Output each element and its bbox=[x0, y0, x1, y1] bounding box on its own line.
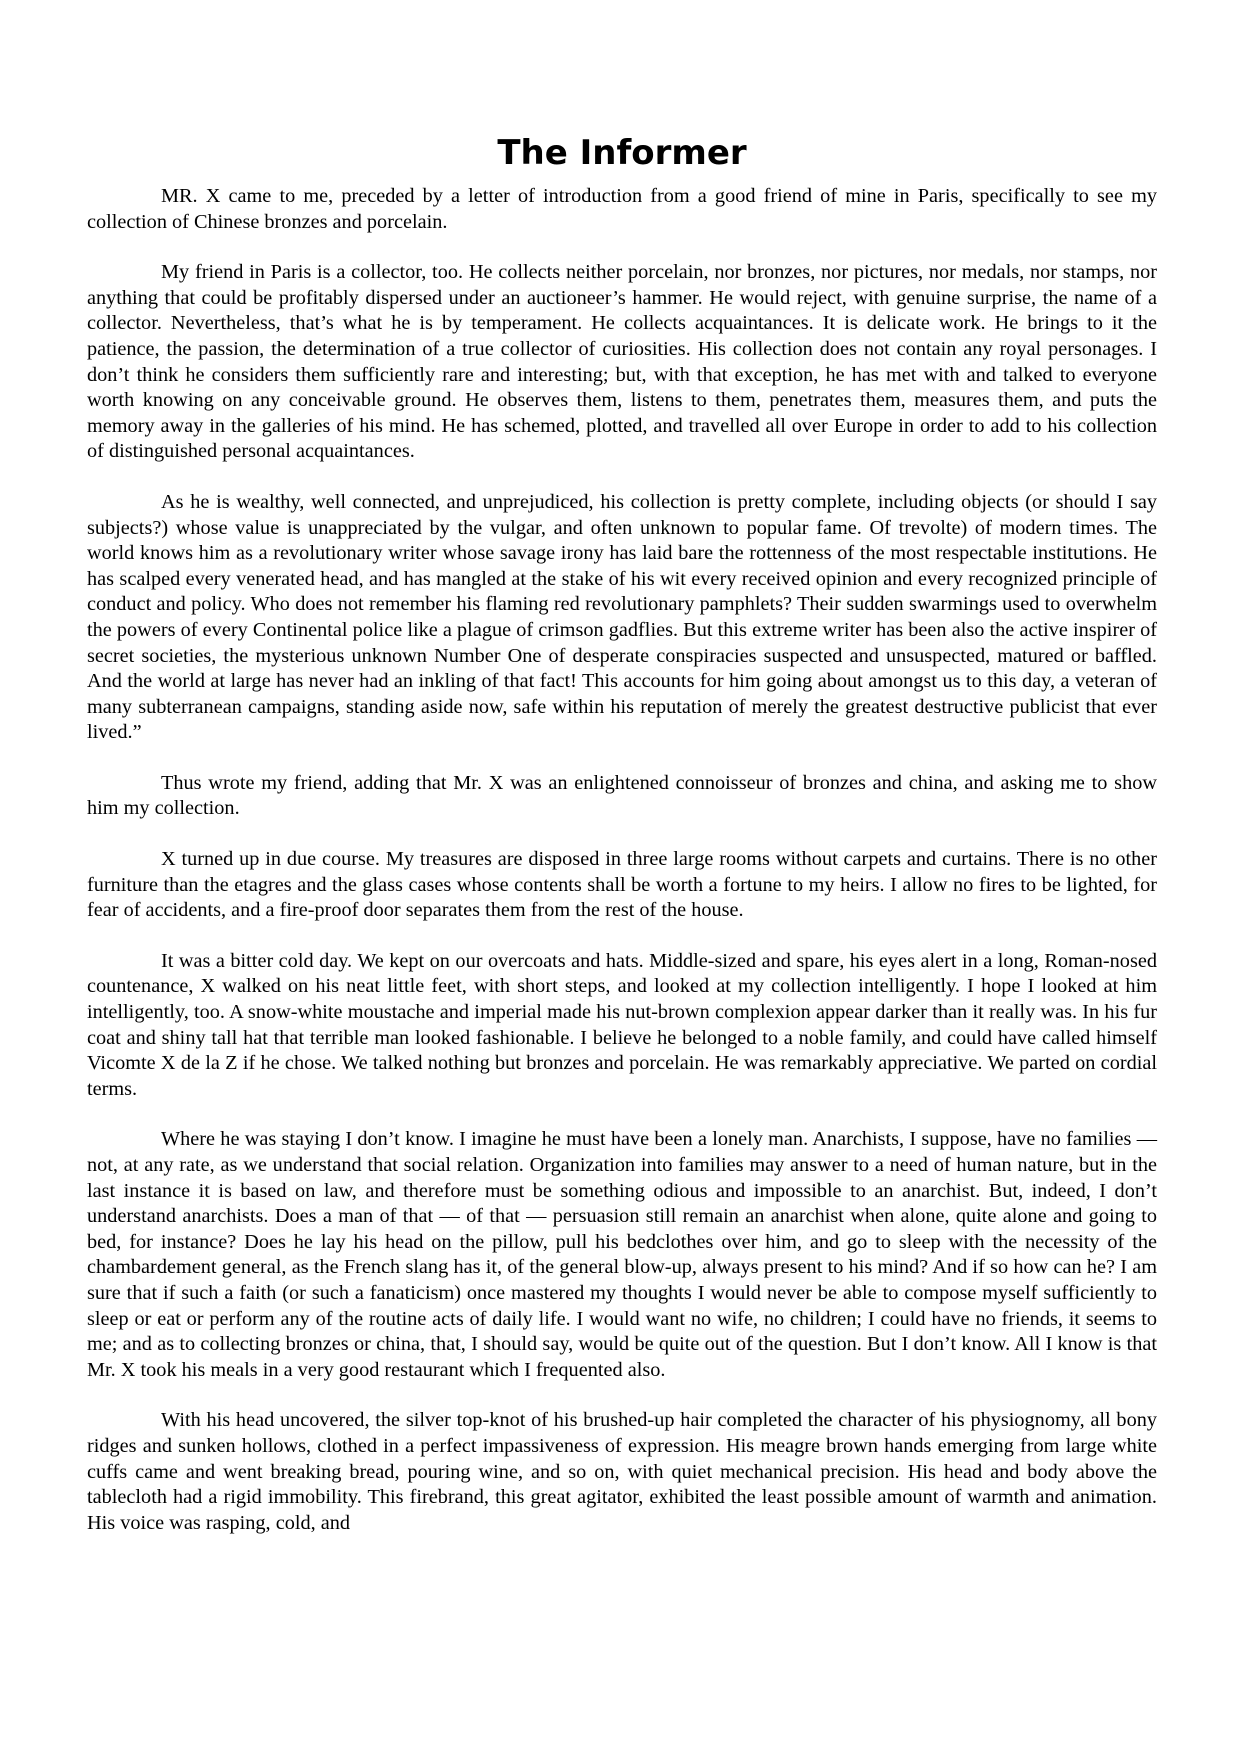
page-title: The Informer bbox=[497, 133, 747, 173]
paragraph-7: Where he was staying I don’t know. I imagine he must have been a lonely man. Anarchists, I suppose, have no families — not, at any rate, as we understand that social relation. Organization into families may answer to a need of human nature, but in the last instance it is based on law, and therefore must be something odious and impossible to an anarchist. But, indeed, I don’t understand anarchists. Does a man of that — of that — persuasion still remain an anarchist when alone, quite alone and going to bed, for instance? Does he lay his head on the pillow, pull his bedclothes over him, and go to sleep with the necessity of the chambardement general, as the French slang has it, of the general blow-up, always present to his mind? And if so how can he? I am sure that if such a faith (or such a fanaticism) once mastered my thoughts I would never be able to compose myself sufficiently to sleep or eat or perform any of the routine acts of daily life. I would want no wife, no children; I could have no friends, it seems to me; and as to collecting bronzes or china, that, I should say, would be quite out of the question. But I don’t know. All I know is that Mr. X took his meals in a very good restaurant which I frequented also. bbox=[87, 1128, 1157, 1381]
paragraph-8: With his head uncovered, the silver top-knot of his brushed-up hair completed the character of his physiognomy, all bony ridges and sunken hollows, clothed in a perfect impassiveness of expression. His meagre brown hands emerging from large white cuffs came and went breaking bread, pouring wine, and so on, with quiet mechanical precision. His head and body above the tablecloth had a rigid immobility. This firebrand, this great agitator, exhibited the least possible amount of warmth and animation. His voice was rasping, cold, and bbox=[87, 1409, 1157, 1534]
document-page bbox=[87, 133, 1157, 1536]
paragraph-4: Thus wrote my friend, adding that Mr. X was an enlightened connoisseur of bronzes and china, and asking me to show him my collection. bbox=[87, 771, 1157, 820]
paragraph-1: MR. X came to me, preceded by a letter of introduction from a good friend of mine in Paris, specifically to see my collection of Chinese bronzes and porcelain. bbox=[87, 185, 1157, 233]
paragraph-6: It was a bitter cold day. We kept on our overcoats and hats. Middle-sized and spare, his eyes alert in a long, Roman-nosed countenance, X walked on his neat little feet, with short steps, and looked at my collection intelligently. I hope I looked at him intelligently, too. A snow-white moustache and imperial made his nut-brown complexion appear darker than it really was. In his fur coat and shiny tall hat that terrible man looked fashionable. I believe he belonged to a noble family, and could have called himself Vicomte X de la Z if he chose. We talked nothing but bronzes and porcelain. He was remarkably appreciative. We parted on cordial terms. bbox=[87, 949, 1157, 1100]
paragraph-2: My friend in Paris is a collector, too. He collects neither porcelain, nor bronzes, nor pictures, nor medals, nor stamps, nor anything that could be profitably dispersed under an auctioneer’s hammer. He would reject, with genuine surprise, the name of a collector. Nevertheless, that’s what he is by temperament. He collects acquaintances. It is delicate work. He brings to it the patience, the passion, the determination of a true collector of curiosities. His collection does not contain any royal personages. I don’t think he considers them sufficiently rare and interesting; but, with that exception, he has met with and talked to everyone worth knowing on any conceivable ground. He observes them, listens to them, penetrates them, measures them, and puts the memory away in the galleries of his mind. He has schemed, plotted, and travelled all over Europe in order to add to his collection of distinguished personal acquaintances. bbox=[87, 261, 1157, 463]
paragraph-5: X turned up in due course. My treasures are disposed in three large rooms without carpets and curtains. There is no other furniture than the etagres and the glass cases whose contents shall be worth a fortune to my heirs. I allow no fires to be lighted, for fear of accidents, and a fire-proof door separates them from the rest of the house. bbox=[87, 848, 1157, 922]
paragraph-3: As he is wealthy, well connected, and unprejudiced, his collection is pretty complete, including objects (or should I say subjects?) whose value is unappreciated by the vulgar, and often unknown to popular fame. Of trevolte) of modern times. The world knows him as a revolutionary writer whose savage irony has laid bare the rottenness of the most respectable institutions. He has scalped every venerated head, and has mangled at the stake of his wit every received opinion and every recognized principle of conduct and policy. Who does not remember his flaming red revolutionary pamphlets? Their sudden swarmings used to overwhelm the powers of every Continental police like a plague of crimson gadflies. But this extreme writer has been also the active inspirer of secret societies, the mysterious unknown Number One of desperate conspiracies suspected and unsuspected, matured or baffled. And the world at large has never had an inkling of that fact! This accounts for him going about amongst us to this day, a veteran of many subterranean campaigns, standing aside now, safe within his reputation of merely the greatest destructive publicist that ever lived.” bbox=[87, 490, 1157, 744]
